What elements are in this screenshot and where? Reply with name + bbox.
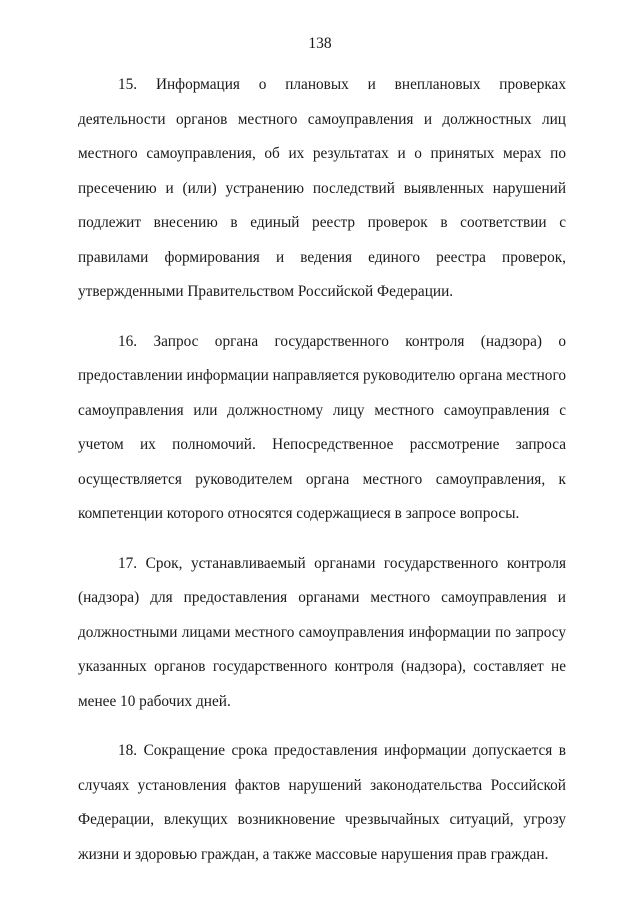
- paragraph-15: 15. Информация о плановых и внеплановых проверках деятельности органов местного самоуправления и должностных лиц местного самоуправления, об их результатах и о принятых мерах по пресечению и (или) устранению последствий выявленных нарушений подлежит внесению в единый реестр проверок в соответствии с правилами формирования и ведения единого реестра проверок, утвержденными Правительством Российской Федерации.: [78, 76, 566, 300]
- paragraph-17: 17. Срок, устанавливаемый органами государственного контроля (надзора) для предоставления органами местного самоуправления и должностными лицами местного самоуправления информации по запросу указанных органов государственного контроля (надзора), составляет не менее 10 рабочих дней.: [78, 554, 566, 710]
- paragraph-16: 16. Запрос органа государственного контроля (надзора) о предоставлении информации направляется руководителю органа местного самоуправления или должностному лицу местного самоуправления с учетом их полномочий. Непосредственное рассмотрение запроса осуществляется руководителем органа местного самоуправления, к компетенции которого относятся содержащиеся в запросе вопросы.: [78, 332, 566, 522]
- page-number: 138: [308, 35, 332, 52]
- document-body: [78, 68, 566, 872]
- paragraph-18: 18. Сокращение срока предоставления информации допускается в случаях установления фактов нарушений законодательства Российской Федерации, влекущих возникновение чрезвычайных ситуаций, угрозу жизни и здоровью граждан, а также массовые нарушения прав граждан.: [78, 742, 566, 863]
